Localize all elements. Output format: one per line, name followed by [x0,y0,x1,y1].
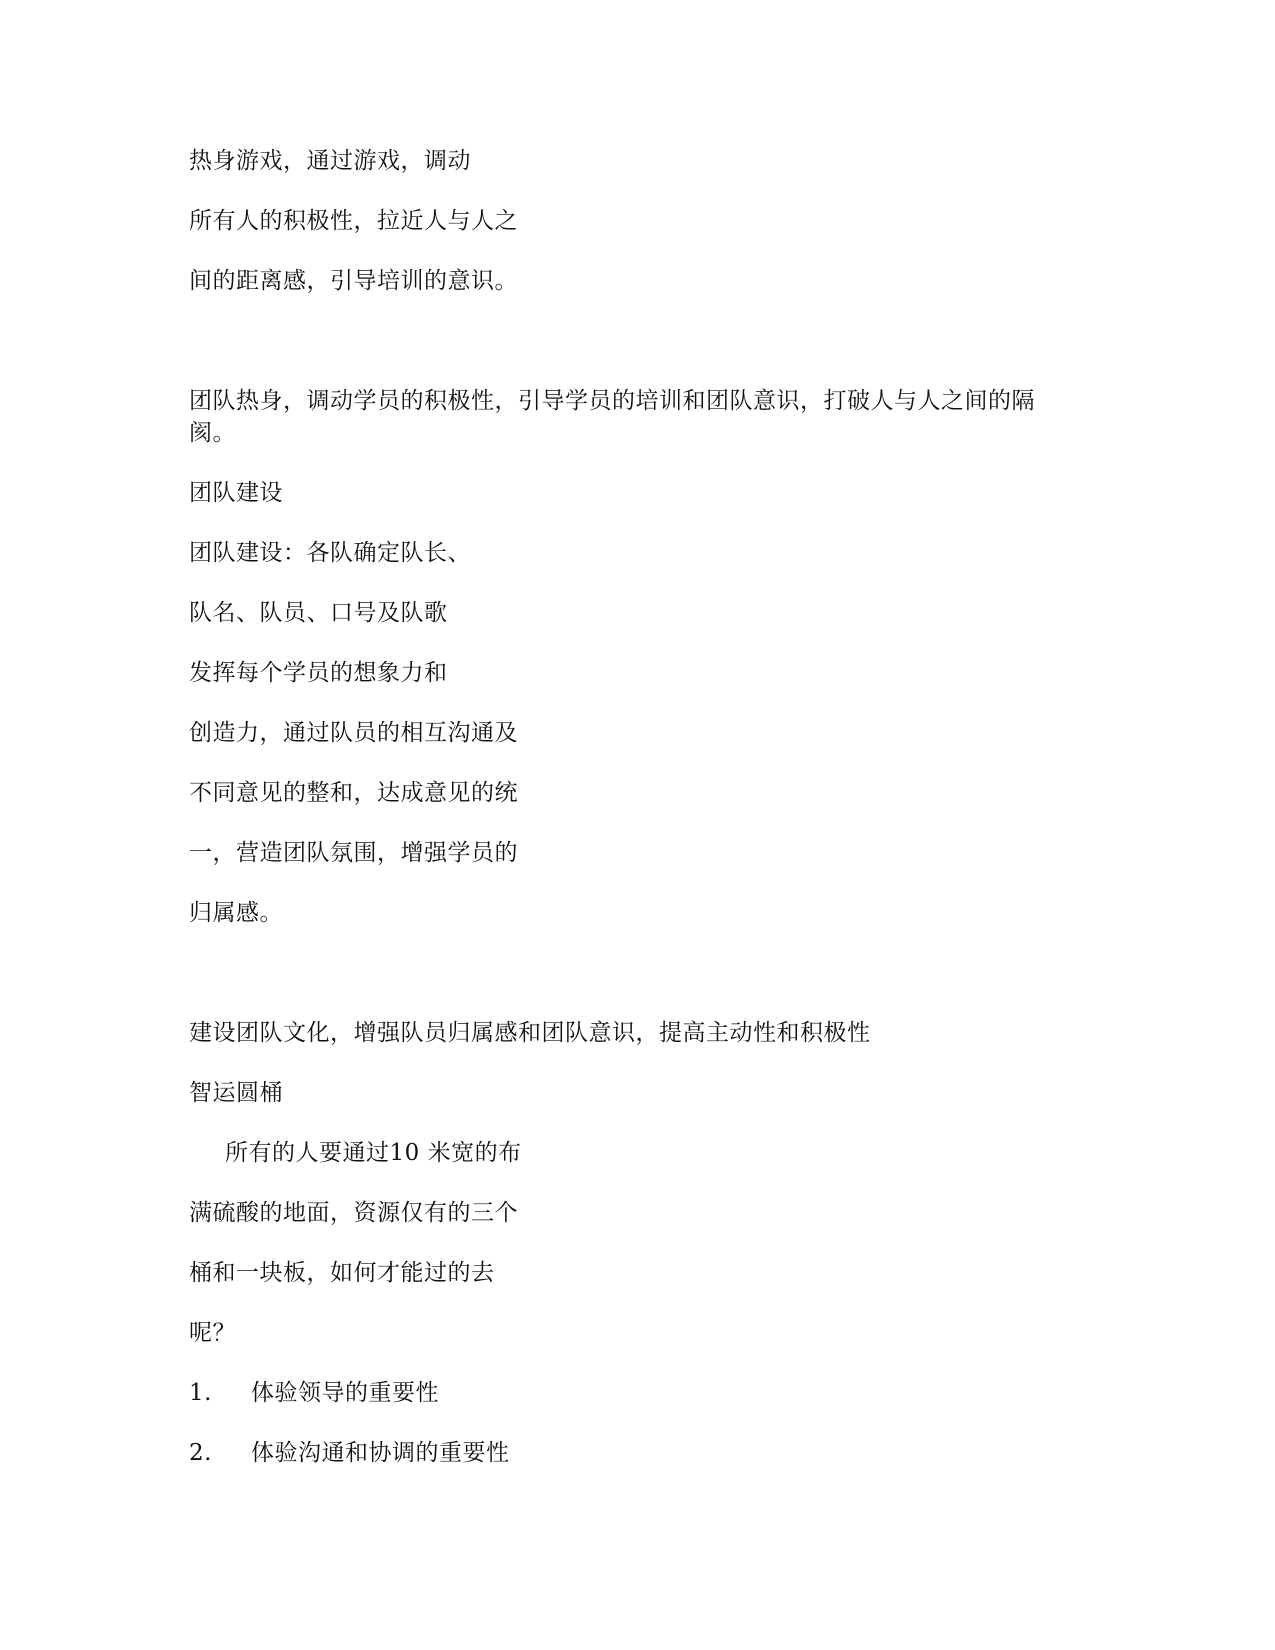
list-item-text: 体验沟通和协调的重要性 [251,1440,510,1466]
warmup-goal-line-1: 团队热身，调动学员的积极性，引导学员的培训和团队意识，打破人与人之间的隔 [189,388,1035,414]
bucket-game-line-4: 呢？ [189,1320,236,1346]
list-item-number: 1. [189,1380,212,1406]
warmup-line-2: 所有人的积极性，拉近人与人之 [189,208,518,234]
team-building-line-5: 不同意见的整和，达成意见的统 [189,780,518,806]
bucket-game-line-3: 桶和一块板，如何才能过的去 [189,1260,495,1286]
team-building-line-2: 队名、队员、口号及队歌 [189,600,448,626]
bucket-game-line-1: 所有的人要通过10 米宽的布 [225,1140,522,1166]
list-item [189,1438,510,1468]
warmup-goal-line-2: 阂。 [189,420,236,446]
bucket-game-line-2: 满硫酸的地面，资源仅有的三个 [189,1200,518,1226]
team-building-line-3: 发挥每个学员的想象力和 [189,660,448,686]
list-item-text: 体验领导的重要性 [251,1380,439,1406]
team-building-line-4: 创造力，通过队员的相互沟通及 [189,720,518,746]
list-item [189,1378,439,1408]
list-item-number: 2. [189,1440,212,1466]
team-building-line-6: 一，营造团队氛围，增强学员的 [189,840,518,866]
team-building-line-1: 团队建设：各队确定队长、 [189,540,471,566]
team-building-goal: 建设团队文化，增强队员归属感和团队意识，提高主动性和积极性 [189,1020,871,1046]
warmup-line-1: 热身游戏，通过游戏，调动 [189,148,471,174]
team-building-line-7: 归属感。 [189,900,283,926]
bucket-game-title: 智运圆桶 [189,1080,283,1106]
warmup-line-3: 间的距离感，引导培训的意识。 [189,268,518,294]
team-building-title: 团队建设 [189,480,283,506]
